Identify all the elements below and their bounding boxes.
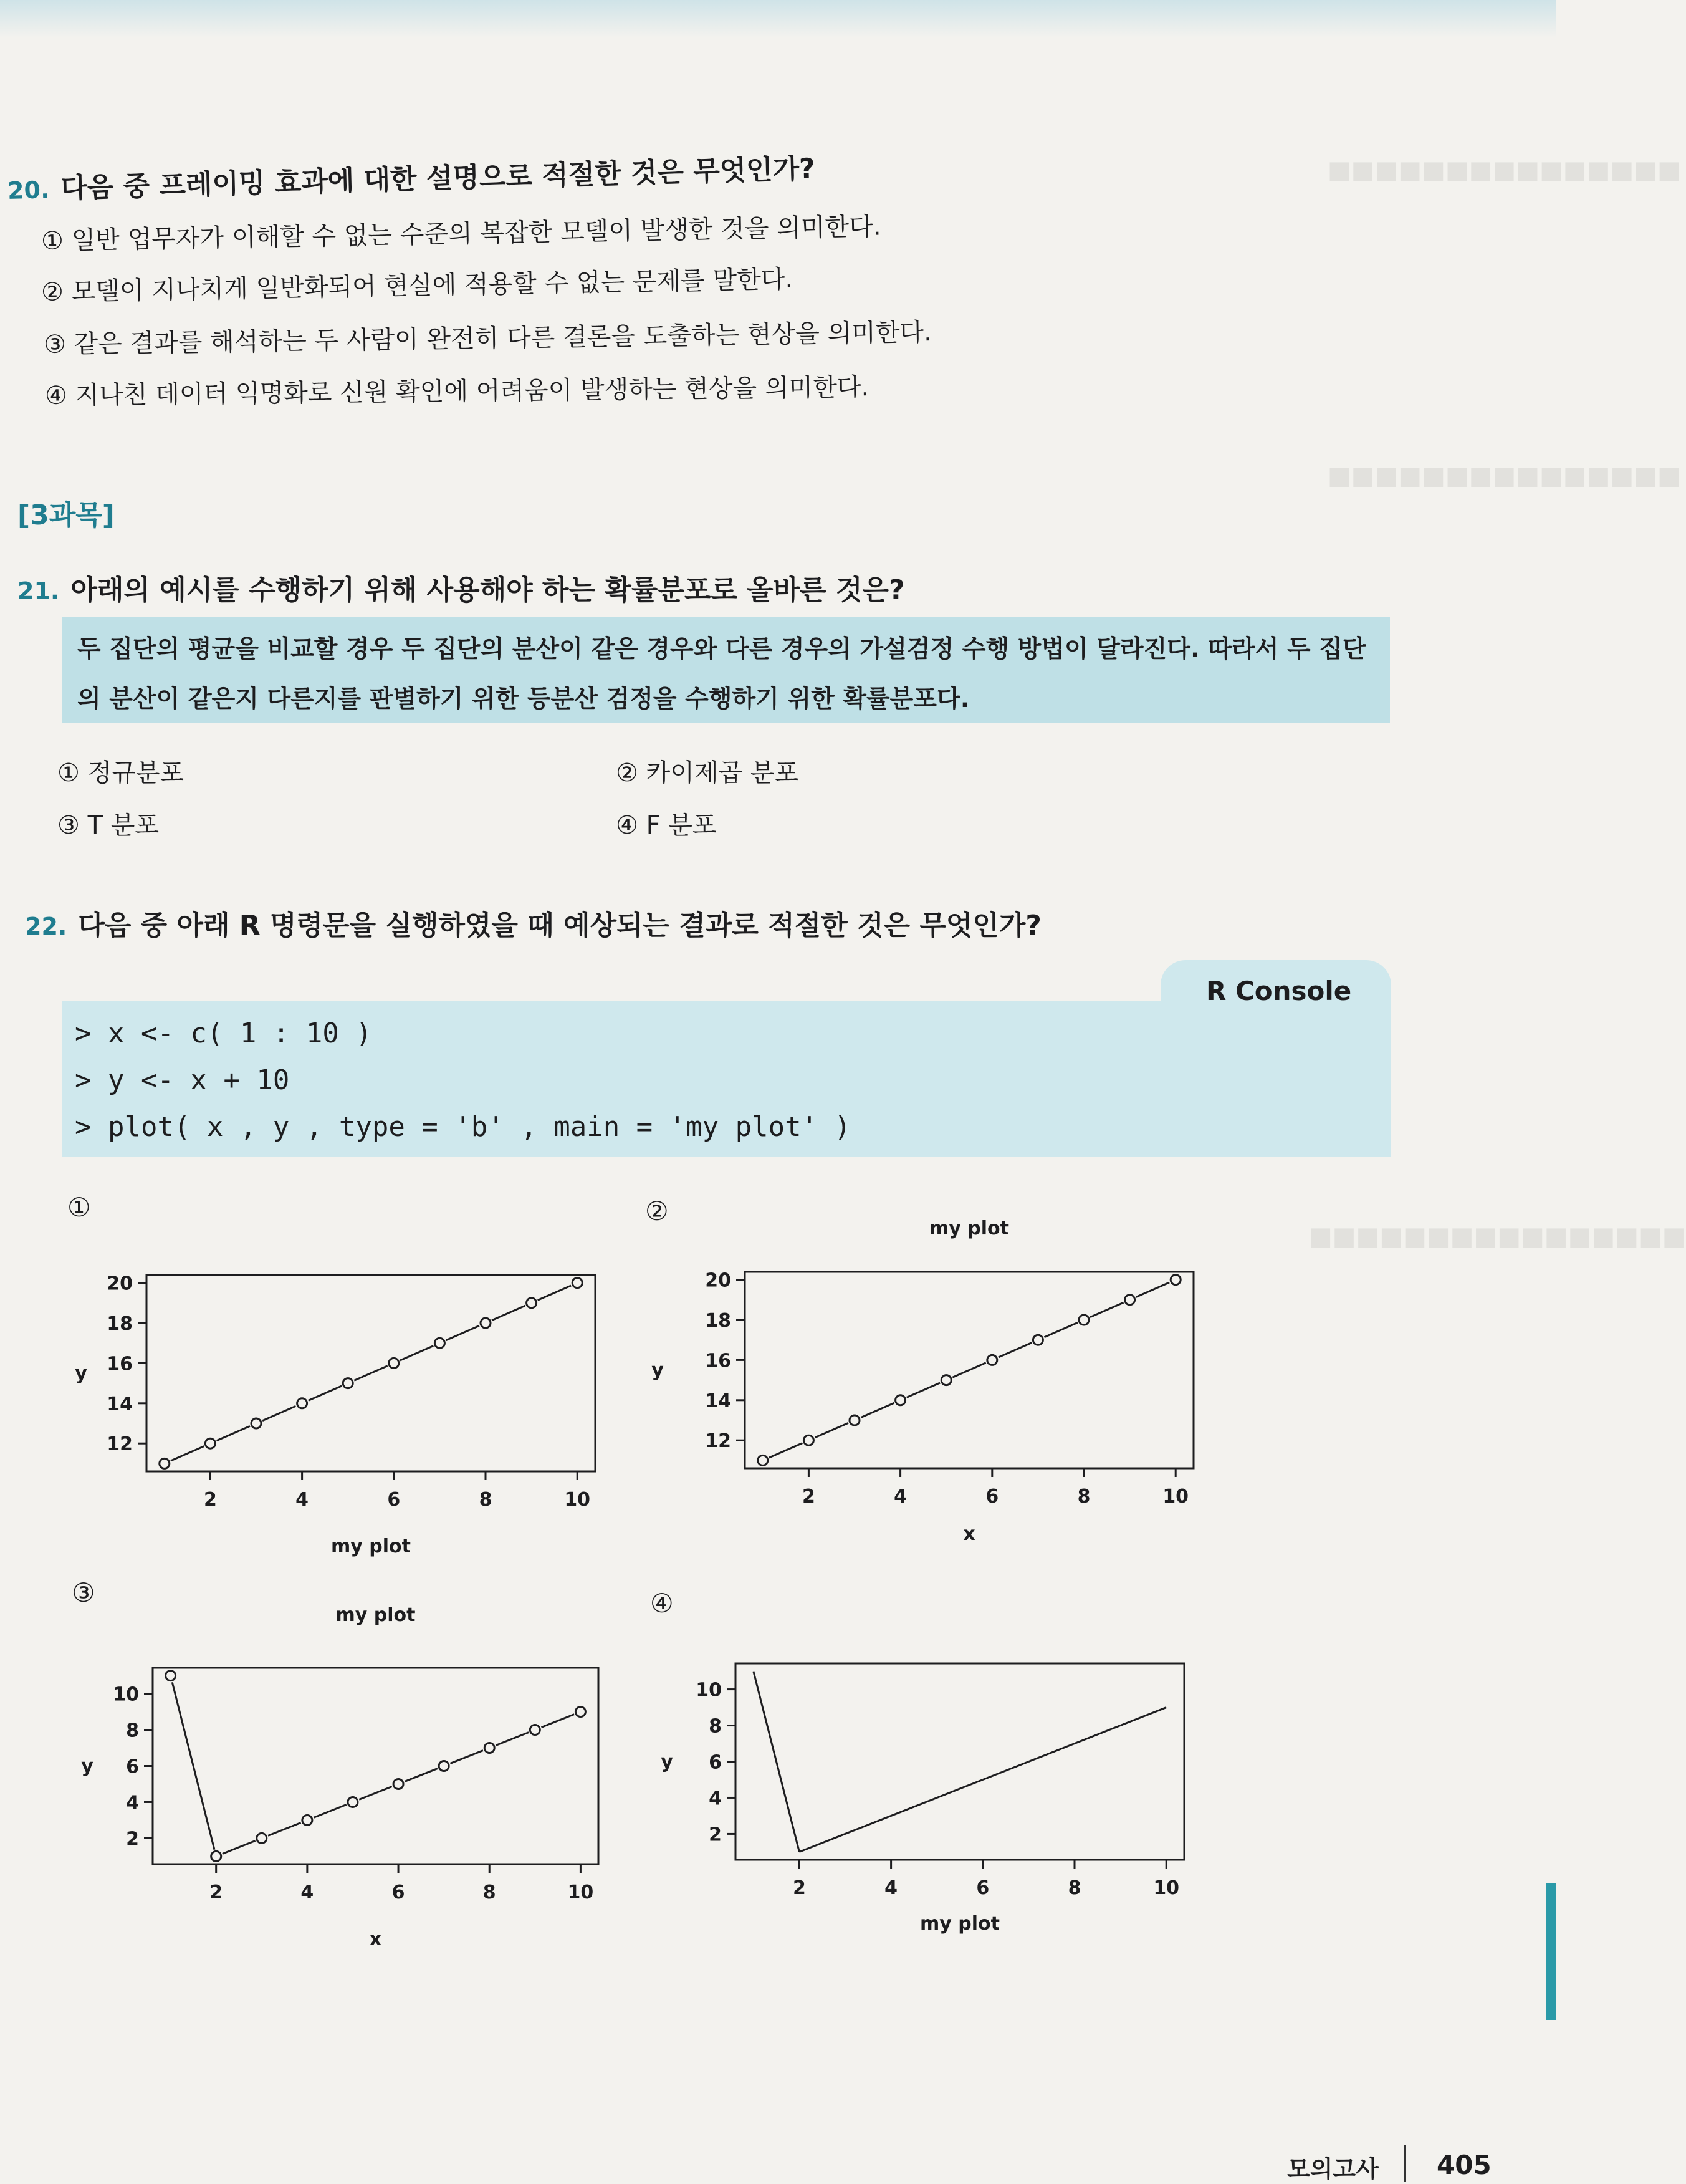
q20-option-2: ② 모델이 지나치게 일반화되어 현실에 적용할 수 없는 문제를 말한다. — [41, 264, 793, 307]
series-line-segment — [1136, 1282, 1169, 1297]
data-point — [896, 1395, 906, 1405]
series-line-segment — [405, 1769, 438, 1782]
y-tick-label: 6 — [709, 1751, 722, 1774]
data-point — [1033, 1335, 1043, 1345]
plot-frame — [153, 1668, 598, 1864]
code-line-2: > y <- x + 10 — [75, 1064, 290, 1096]
x-tick-label: 2 — [802, 1486, 815, 1508]
y-tick-label: 4 — [709, 1787, 722, 1810]
page-number: 405 — [1437, 2150, 1492, 2180]
y-tick-label: 8 — [126, 1720, 139, 1742]
series-line-segment — [309, 1386, 342, 1400]
footer-divider — [1404, 2145, 1406, 2182]
q21-box-line-2: 의 분산이 같은지 다른지를 판별하기 위한 등분산 검정을 수행하기 위한 확률분포다. — [77, 685, 970, 713]
q21-question: 아래의 예시를 수행하기 위해 사용해야 하는 확률분포로 올바른 것은? — [70, 574, 905, 606]
x-tick-label: 10 — [1162, 1486, 1189, 1508]
series-line-segment — [450, 1751, 483, 1764]
y-tick-label: 18 — [107, 1313, 133, 1335]
series-line-segment — [262, 1406, 295, 1420]
y-axis-label: y — [81, 1755, 93, 1778]
series-line-segment — [492, 1306, 525, 1320]
data-point — [850, 1415, 860, 1425]
code-line-1: > x <- c( 1 : 10 ) — [75, 1017, 372, 1049]
plot-marker-1: ① — [67, 1192, 91, 1223]
series-line-segment — [314, 1805, 347, 1818]
x-axis-label: x — [369, 1928, 382, 1950]
y-tick-label: 14 — [107, 1393, 133, 1415]
series-line-segment — [952, 1363, 985, 1377]
page-top-edge — [0, 0, 1556, 37]
x-tick-label: 6 — [387, 1489, 401, 1511]
q22-question: 다음 중 아래 R 명령문을 실행하였을 때 예상되는 결과로 적절한 것은 무엇인가? — [78, 910, 1042, 941]
y-tick-label: 4 — [126, 1792, 139, 1814]
y-tick-label: 16 — [705, 1350, 731, 1372]
series-line-segment — [983, 1762, 1029, 1780]
series-line-segment — [542, 1715, 575, 1728]
series-line-segment — [354, 1366, 387, 1380]
q20-question: 다음 중 프레이밍 효과에 대한 설명으로 적절한 것은 무엇인가? — [60, 153, 816, 204]
data-point — [1079, 1315, 1089, 1325]
data-point — [211, 1851, 221, 1861]
x-axis-label: my plot — [920, 1913, 1000, 1935]
y-tick-label: 20 — [107, 1272, 133, 1295]
y-tick-label: 12 — [107, 1433, 133, 1456]
q21-title — [17, 567, 905, 607]
plot-marker-3: ③ — [72, 1577, 95, 1608]
plot-frame — [735, 1663, 1184, 1860]
data-point — [389, 1358, 399, 1368]
page-side-tab — [1546, 1883, 1556, 2020]
x-tick-label: 6 — [976, 1877, 990, 1899]
plot-option-3 — [0, 1596, 654, 1958]
q20-option-1: ① 일반 업무자가 이해할 수 없는 수준의 복잡한 모델이 발생한 것을 의미한다. — [41, 212, 881, 256]
series-line-segment — [1121, 1708, 1167, 1726]
y-tick-label: 2 — [709, 1824, 722, 1846]
y-tick-label: 16 — [107, 1353, 133, 1375]
q21-number: 21. — [17, 577, 60, 605]
q21-option-4: ④ F 분포 — [616, 811, 717, 840]
y-tick-label: 18 — [705, 1310, 731, 1332]
series-line-segment — [769, 1443, 802, 1458]
series-line-segment — [999, 1343, 1032, 1357]
x-tick-label: 8 — [482, 1882, 496, 1903]
data-point — [439, 1761, 449, 1771]
data-point — [297, 1398, 307, 1408]
series-line-segment — [216, 1426, 249, 1440]
x-tick-label: 2 — [203, 1489, 217, 1511]
x-tick-label: 6 — [391, 1882, 405, 1903]
data-point — [393, 1779, 403, 1789]
data-point — [1125, 1295, 1135, 1305]
data-point — [941, 1375, 951, 1385]
data-point — [484, 1743, 494, 1753]
data-point — [527, 1298, 537, 1308]
x-tick-label: 4 — [894, 1486, 908, 1508]
y-tick-label: 10 — [113, 1683, 139, 1706]
q20-title — [7, 146, 815, 207]
plot-option-2 — [636, 1185, 1259, 1571]
data-point — [481, 1318, 491, 1328]
q21-option-1: ① 정규분포 — [57, 759, 184, 787]
y-tick-label: 20 — [705, 1269, 731, 1292]
series-line-segment — [891, 1797, 937, 1816]
data-point — [1171, 1275, 1181, 1285]
data-point — [302, 1815, 312, 1825]
x-tick-label: 4 — [295, 1489, 309, 1511]
series-line-segment — [1075, 1726, 1121, 1744]
data-point — [205, 1438, 215, 1448]
series-line-segment — [1028, 1744, 1075, 1762]
data-point — [343, 1378, 353, 1388]
x-tick-label: 4 — [884, 1877, 898, 1899]
data-point — [530, 1725, 540, 1735]
section-heading: [3과목] — [17, 499, 115, 531]
series-line-segment — [1090, 1302, 1123, 1317]
series-line-segment — [359, 1787, 392, 1800]
q21-box-line-1: 두 집단의 평균을 비교할 경우 두 집단의 분산이 같은 경우와 다른 경우의 가설검정 수행 방법이 달라진다. 따라서 두 집단 — [77, 635, 1366, 663]
bleed-through-text: ■■■■■■■■■■■■■■■ — [1328, 461, 1681, 490]
x-tick-label: 6 — [985, 1486, 999, 1508]
series-line-segment — [538, 1286, 571, 1300]
y-axis-label: y — [651, 1359, 664, 1382]
plot-option-4 — [636, 1596, 1259, 1958]
data-point — [758, 1455, 768, 1465]
q20-option-4: ④ 지나친 데이터 익명화로 신원 확인에 어려움이 발생하는 현상을 의미한다. — [44, 373, 869, 410]
y-axis-label: y — [75, 1362, 87, 1385]
x-tick-label: 8 — [479, 1489, 492, 1511]
console-label: R Console — [1206, 976, 1352, 1006]
y-tick-label: 10 — [696, 1679, 722, 1701]
q22-title — [25, 903, 1042, 943]
series-line-segment — [815, 1423, 848, 1437]
data-point — [987, 1355, 997, 1365]
plot-title: my plot — [929, 1218, 1009, 1239]
data-point — [434, 1338, 444, 1348]
footer-label: 모의고사 — [1287, 2155, 1379, 2183]
data-point — [348, 1797, 358, 1807]
q22-number: 22. — [25, 913, 67, 940]
data-point — [166, 1671, 176, 1681]
plot-marker-4: ④ — [650, 1588, 674, 1619]
series-line-segment — [268, 1822, 301, 1835]
q20-number: 20. — [7, 176, 50, 204]
series-line-segment — [799, 1834, 845, 1852]
series-line-segment — [1044, 1322, 1077, 1337]
data-point — [803, 1435, 813, 1445]
data-point — [257, 1833, 267, 1843]
x-tick-label: 10 — [1153, 1877, 1180, 1899]
bleed-through-text: ■■■■■■■■■■■■■■■ — [1328, 156, 1681, 185]
plot-marker-2: ② — [645, 1196, 669, 1226]
x-axis-label: x — [963, 1523, 975, 1545]
y-axis-label: y — [661, 1751, 673, 1773]
x-tick-label: 2 — [209, 1882, 223, 1903]
series-line-segment — [496, 1733, 529, 1746]
y-tick-label: 14 — [705, 1390, 731, 1412]
data-point — [251, 1418, 261, 1428]
data-point — [160, 1458, 170, 1468]
series-line-segment — [400, 1346, 433, 1360]
q21-example-box — [62, 617, 1390, 723]
code-line-3: > plot( x , y , type = 'b' , main = 'my plot' ) — [75, 1111, 851, 1143]
series-line-segment — [171, 1446, 204, 1461]
y-tick-label: 12 — [705, 1430, 731, 1453]
bleed-through-text: ■■■■■■■■■■■■■■■■ — [1309, 1222, 1686, 1251]
x-tick-label: 8 — [1077, 1486, 1091, 1508]
series-line-segment — [754, 1672, 800, 1852]
x-axis-label: my plot — [331, 1536, 411, 1557]
plot-title: my plot — [335, 1604, 416, 1626]
x-tick-label: 2 — [792, 1877, 806, 1899]
x-tick-label: 10 — [564, 1489, 591, 1511]
series-line-segment — [845, 1816, 891, 1834]
plot-option-1 — [0, 1185, 654, 1571]
series-line-segment — [937, 1779, 983, 1797]
series-line-segment — [861, 1403, 894, 1417]
series-line-segment — [172, 1682, 214, 1849]
x-tick-label: 8 — [1068, 1877, 1081, 1899]
data-point — [575, 1707, 585, 1717]
x-tick-label: 4 — [300, 1882, 314, 1903]
y-tick-label: 2 — [126, 1828, 139, 1850]
y-tick-label: 6 — [126, 1756, 139, 1778]
q20-option-3: ③ 같은 결과를 해석하는 두 사람이 완전히 다른 결론을 도출하는 현상을 의미한다. — [43, 318, 932, 359]
x-tick-label: 10 — [567, 1882, 594, 1903]
q21-option-2: ② 카이제곱 분포 — [616, 759, 799, 787]
series-line-segment — [907, 1383, 940, 1397]
y-tick-label: 8 — [709, 1715, 722, 1738]
series-line-segment — [223, 1840, 256, 1854]
series-line-segment — [446, 1325, 479, 1340]
data-point — [572, 1278, 582, 1288]
q21-option-3: ③ T 분포 — [57, 811, 160, 840]
